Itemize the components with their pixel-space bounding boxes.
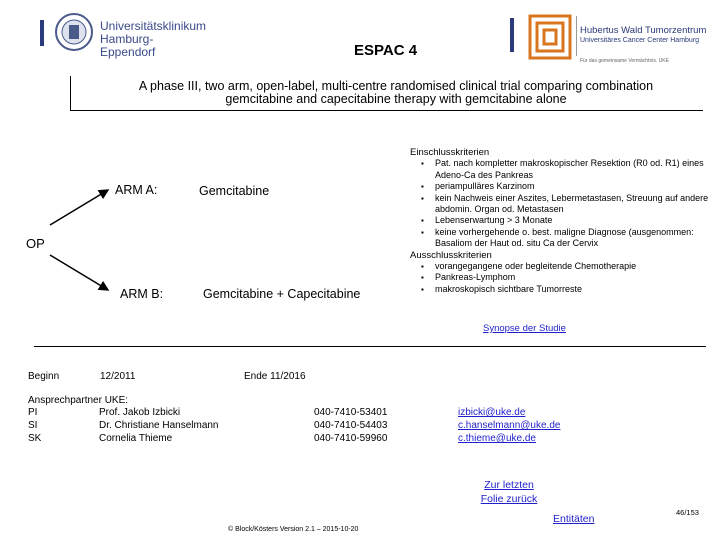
tumorzentrum-tagline: Für das gemeinsame Vermächtnis. UKE bbox=[580, 58, 669, 64]
contact-role: SK bbox=[28, 433, 42, 444]
arm-b-label: ARM B: bbox=[120, 287, 164, 301]
arm-b-treatment: Gemcitabine + Capecitabine bbox=[203, 287, 361, 301]
tumorzentrum-divider bbox=[576, 16, 577, 56]
section-divider bbox=[34, 346, 706, 347]
contact-email[interactable]: izbicki@uke.de bbox=[458, 407, 526, 418]
slide-title: ESPAC 4 bbox=[354, 42, 418, 59]
tumorzentrum-subtitle: Universitäres Cancer Center Hamburg bbox=[580, 37, 700, 44]
ende-date: Ende 11/2016 bbox=[244, 371, 306, 382]
synopse-link[interactable]: Synopse der Studie bbox=[483, 323, 566, 334]
contact-name: Prof. Jakob Izbicki bbox=[99, 407, 181, 418]
inclusion-item: ▪ kein Nachweis einer Aszites, Lebermetastasen, Streuung auf andere abdomin. Organ od. Metastasen bbox=[410, 193, 710, 216]
inclusion-item: ▪ periampulläres Karzinom bbox=[410, 181, 710, 192]
back-link-line-1: Zur letzten bbox=[484, 479, 534, 491]
contact-name: Dr. Christiane Hanselmann bbox=[99, 420, 219, 431]
tumorzentrum-logo bbox=[508, 10, 708, 70]
tumorzentrum-emblem-icon bbox=[528, 14, 572, 60]
inclusion-heading: Einschlusskriterien bbox=[410, 147, 490, 158]
op-label: OP bbox=[26, 236, 45, 251]
contact-role: SI bbox=[28, 420, 38, 431]
tumorzentrum-logo-text bbox=[580, 26, 706, 46]
contact-phone: 040-7410-54403 bbox=[314, 420, 388, 431]
exclusion-list bbox=[410, 261, 710, 295]
contact-name: Cornelia Thieme bbox=[99, 433, 173, 444]
tumorzentrum-logo-bar bbox=[510, 18, 514, 52]
uke-logo-bar bbox=[40, 20, 44, 46]
contact-phone: 040-7410-59960 bbox=[314, 433, 388, 444]
copyright-footer: © Block/Kösters Version 2.1 – 2015-10-20 bbox=[228, 526, 359, 533]
arm-a-treatment: Gemcitabine bbox=[199, 184, 270, 198]
arrow-to-arm-b bbox=[50, 255, 108, 290]
back-link-line-2: Folie zurück bbox=[480, 493, 538, 505]
beginn-value: 12/2011 bbox=[100, 371, 136, 382]
trial-description-line-2: gemcitabine and capecitabine therapy with gemcitabine alone bbox=[225, 92, 567, 106]
beginn-label: Beginn bbox=[28, 371, 60, 382]
contacts-heading: Ansprechpartner UKE: bbox=[28, 395, 129, 406]
arrow-to-arm-a bbox=[50, 190, 108, 225]
arm-a-label: ARM A: bbox=[115, 183, 158, 197]
contact-email[interactable]: c.thieme@uke.de bbox=[458, 433, 536, 444]
criteria-panel bbox=[410, 147, 710, 295]
uke-logo-line-1: Universitätsklinikum bbox=[100, 19, 207, 33]
uke-logo-text bbox=[100, 20, 206, 59]
tumorzentrum-name: Hubertus Wald Tumorzentrum bbox=[580, 25, 707, 36]
inclusion-item: ▪ Lebenserwartung > 3 Monate bbox=[410, 215, 710, 226]
contact-role: PI bbox=[28, 407, 38, 418]
contact-phone: 040-7410-53401 bbox=[314, 407, 388, 418]
inclusion-item: ▪ Pat. nach kompletter makroskopischer Resektion (R0 od. R1) eines Adeno-Ca des Pankreas bbox=[410, 158, 710, 181]
exclusion-item: ▪ makroskopisch sichtbare Tumorreste bbox=[410, 284, 710, 295]
arm-branch-arrows bbox=[40, 180, 120, 300]
exclusion-heading: Ausschlusskriterien bbox=[410, 249, 492, 261]
inclusion-item: ▪ keine vorhergehende o. best. maligne Diagnose (ausgenommen: Basaliom der Haut od. situ Ca der Cervix bbox=[410, 227, 710, 250]
page-number: 46/153 bbox=[676, 508, 699, 517]
trial-description-line-1: A phase III, two arm, open-label, multi-centre randomised clinical trial comparing combination bbox=[138, 79, 654, 93]
exclusion-item: ▪ vorangegangene oder begleitende Chemotherapie bbox=[410, 261, 710, 272]
exclusion-item: ▪ Pankreas-Lymphom bbox=[410, 272, 710, 283]
uke-logo bbox=[32, 12, 207, 59]
inclusion-list bbox=[410, 158, 710, 249]
uke-logo-line-2: Hamburg-Eppendorf bbox=[100, 32, 156, 59]
entities-link[interactable]: Entitäten bbox=[553, 513, 595, 525]
back-to-last-slide-link[interactable] bbox=[474, 478, 544, 506]
university-seal-icon bbox=[54, 12, 94, 52]
trial-description bbox=[90, 80, 702, 106]
contact-email[interactable]: c.hanselmann@uke.de bbox=[458, 420, 561, 431]
